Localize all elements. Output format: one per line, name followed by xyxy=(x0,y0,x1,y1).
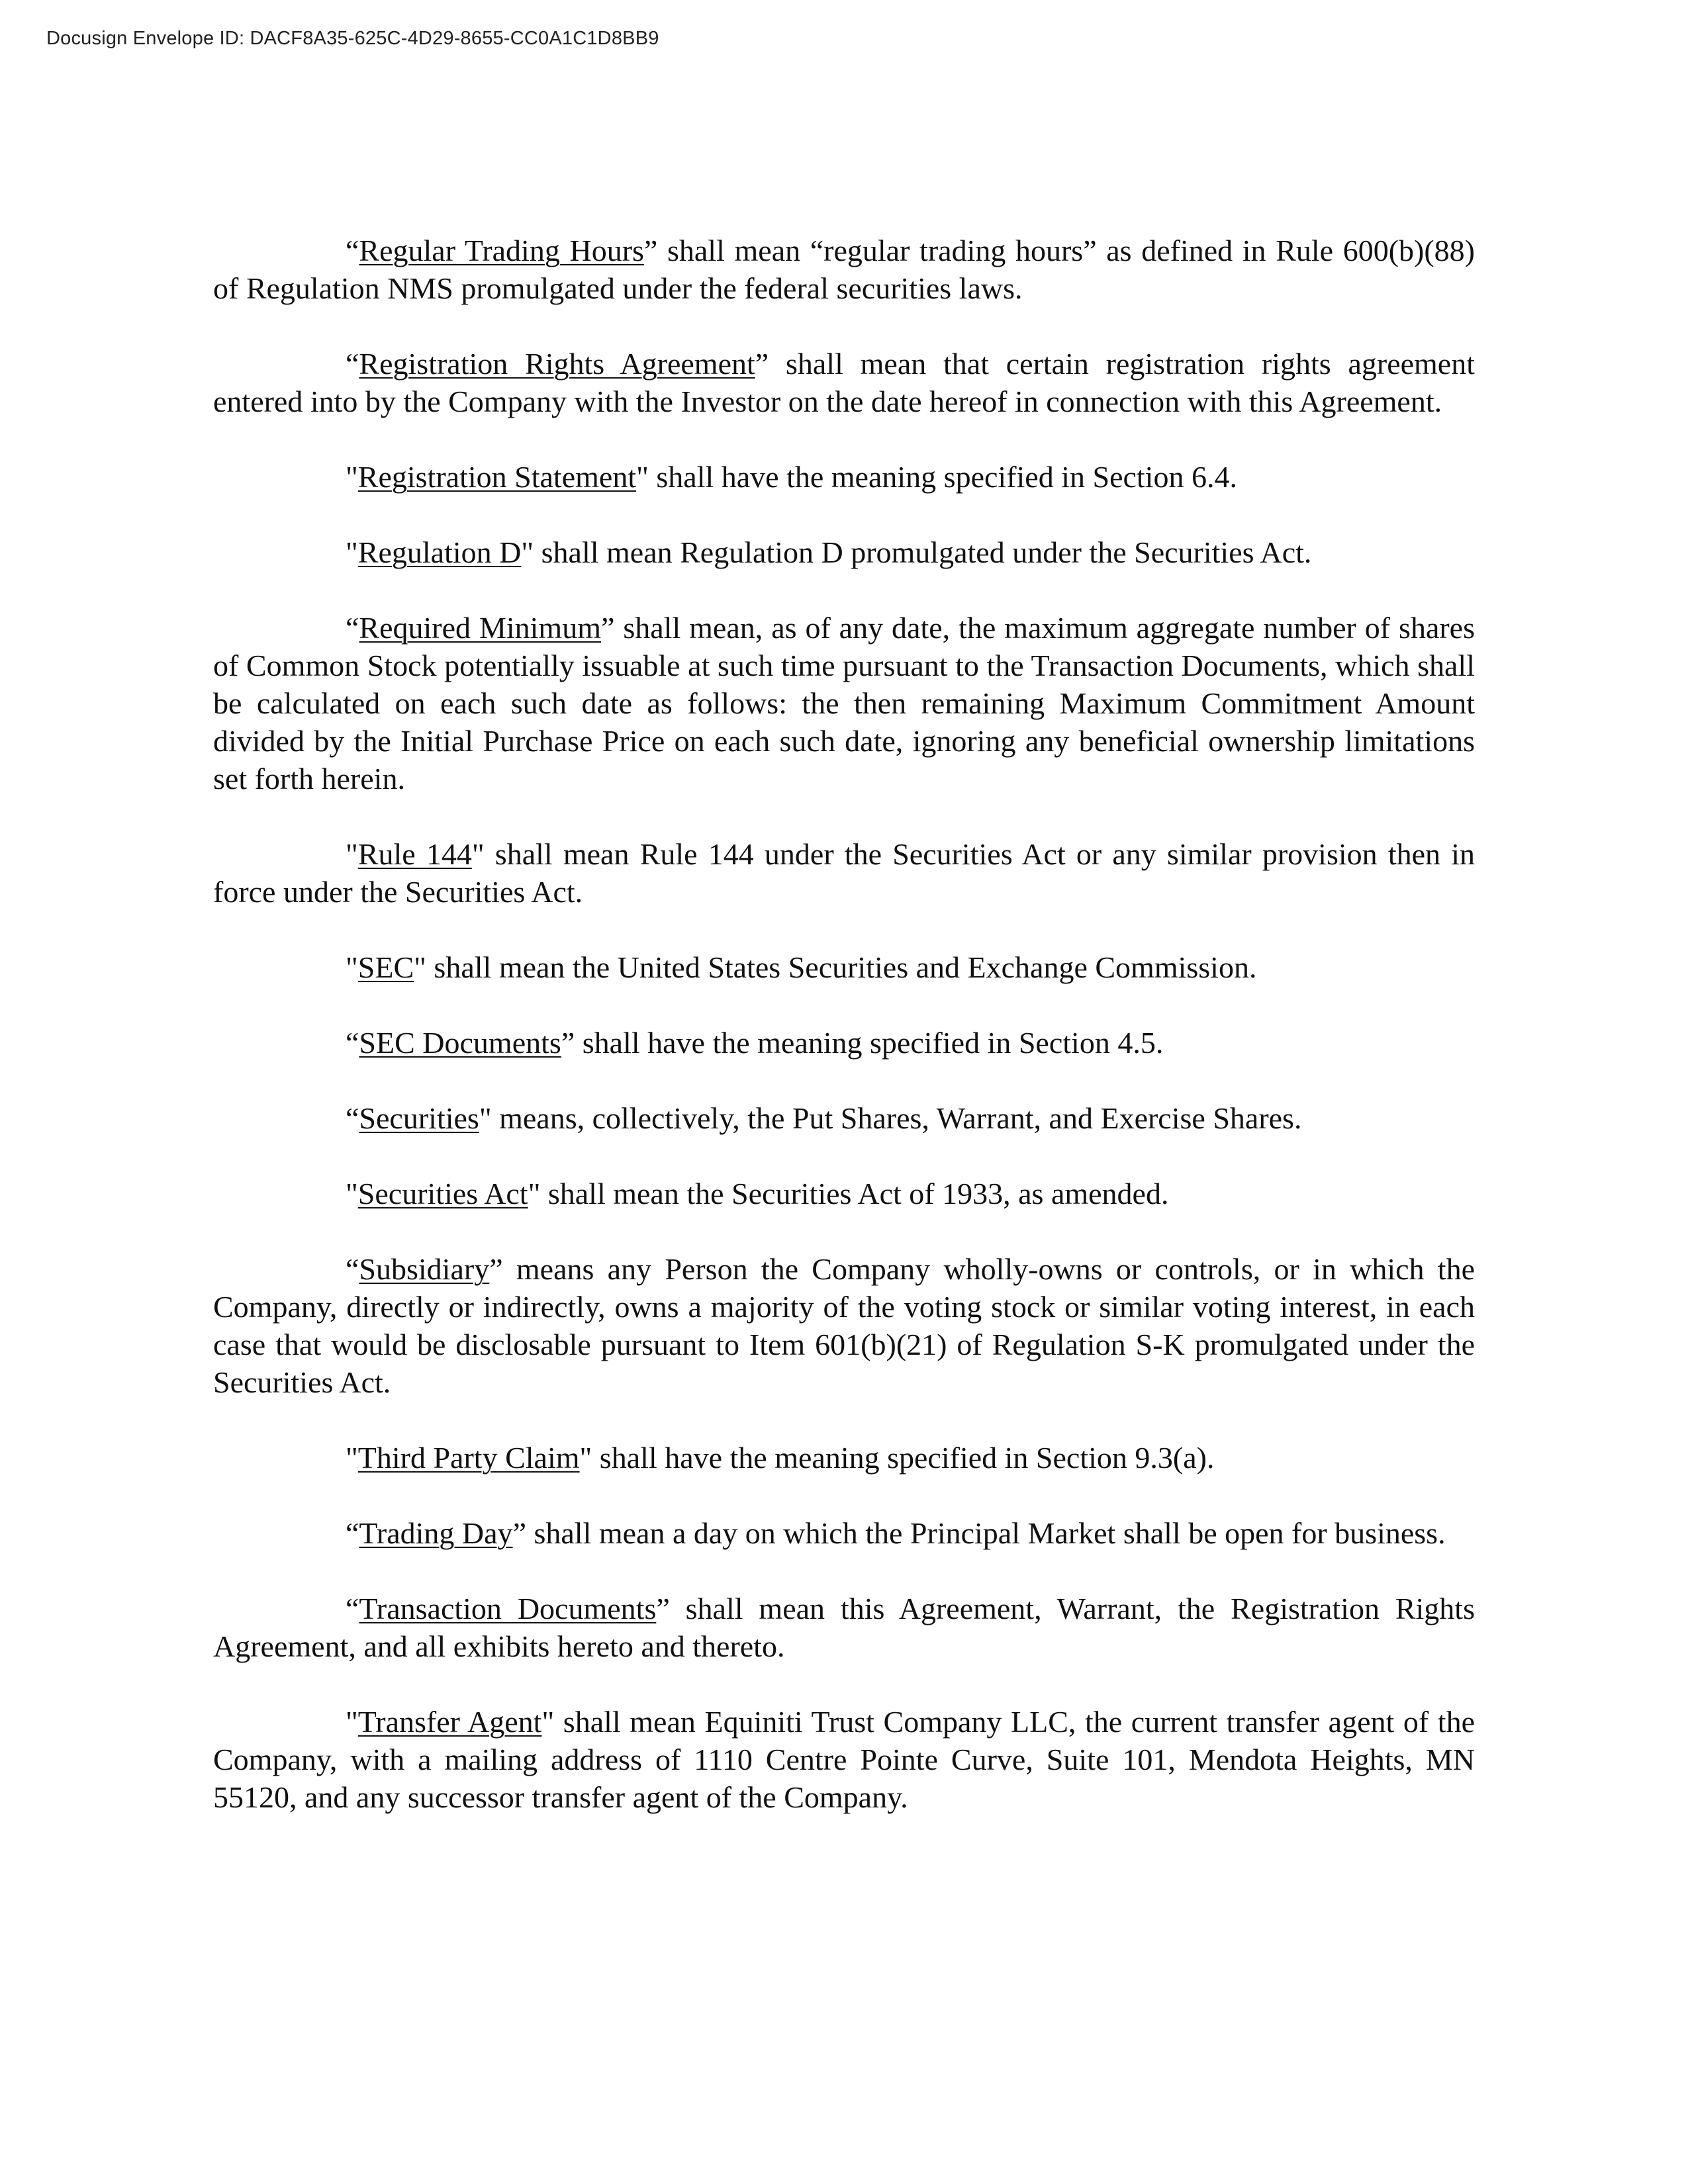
defined-term: Required Minimum xyxy=(359,611,601,645)
defined-term: Regular Trading Hours xyxy=(359,234,644,267)
defined-term: Subsidiary xyxy=(359,1252,490,1286)
defined-term: Registration Rights Agreement xyxy=(359,347,755,381)
defined-term: Regulation D xyxy=(357,535,522,569)
defined-term: Third Party Claim xyxy=(357,1441,580,1475)
defined-term: Registration Statement xyxy=(357,460,637,494)
defined-term: SEC xyxy=(357,950,414,984)
definition-third-party-claim: "Third Party Claim" shall have the meaning specified in Section 9.3(a). xyxy=(346,1441,1215,1475)
definition-transfer-agent: "Transfer Agent" shall mean Equiniti Trust Company LLC, the current transfer agent of the Company, with a mailing address of 1110 Centre Pointe Curve, Suite 101, Mendota Heights, MN 55120, and any successor transfer agent of the Company. xyxy=(213,1705,1475,1814)
definition-securities-act: "Securities Act" shall mean the Securities Act of 1933, as amended. xyxy=(346,1177,1169,1210)
definition-trading-day: “Trading Day” shall mean a day on which the Principal Market shall be open for business. xyxy=(346,1516,1446,1550)
defined-term: Securities xyxy=(359,1101,479,1135)
defined-term: SEC Documents xyxy=(359,1026,561,1060)
defined-term: Securities Act xyxy=(357,1177,528,1210)
defined-term: Transaction Documents xyxy=(359,1592,657,1625)
definition-registration-statement: "Registration Statement" shall have the meaning specified in Section 6.4. xyxy=(346,460,1237,494)
docusign-envelope-id: Docusign Envelope ID: DACF8A35-625C-4D29-8655-CC0A1C1D8BB9 xyxy=(46,28,659,49)
definition-required-minimum: “Required Minimum” shall mean, as of any date, the maximum aggregate number of shares of Common Stock potentially issuable at such time pursuant to the Transaction Documents, which shall be calculated on each such date as follows: the then remaining Maximum Commitment Amount divided by the Initial Purchase Price on each such date, ignoring any beneficial ownership limitations set forth herein. xyxy=(213,611,1476,796)
definition-regular-trading-hours: “Regular Trading Hours” shall mean “regular trading hours” as defined in Rule 600(b)(88) of Regulation NMS promulgated under the federal securities laws. xyxy=(213,234,1475,305)
definition-transaction-documents: “Transaction Documents” shall mean this Agreement, Warrant, the Registration Rights Agreement, and all exhibits hereto and thereto. xyxy=(213,1592,1475,1663)
definition-registration-rights-agreement: “Registration Rights Agreement” shall mean that certain registration rights agreement entered into by the Company with the Investor on the date hereof in connection with this Agreement. xyxy=(213,347,1476,418)
definition-sec: "SEC" shall mean the United States Securities and Exchange Commission. xyxy=(346,950,1257,984)
definition-rule-144: "Rule 144" shall mean Rule 144 under the Securities Act or any similar provision then in force under the Securities Act. xyxy=(213,837,1475,909)
defined-term: Transfer Agent xyxy=(357,1705,542,1739)
definitions-section xyxy=(213,232,1475,1854)
defined-term: Rule 144 xyxy=(357,837,472,871)
definition-securities: “Securities" means, collectively, the Put Shares, Warrant, and Exercise Shares. xyxy=(346,1101,1302,1135)
defined-term: Trading Day xyxy=(359,1516,513,1550)
definition-regulation-d: "Regulation D" shall mean Regulation D promulgated under the Securities Act. xyxy=(346,535,1312,569)
definition-subsidiary: “Subsidiary” means any Person the Company wholly-owns or controls, or in which the Company, directly or indirectly, owns a majority of the voting stock or similar voting interest, in each case that would be disclosable pursuant to Item 601(b)(21) of Regulation S-K promulgated under the Securities Act. xyxy=(213,1252,1475,1399)
definition-sec-documents: “SEC Documents” shall have the meaning specified in Section 4.5. xyxy=(346,1026,1164,1060)
